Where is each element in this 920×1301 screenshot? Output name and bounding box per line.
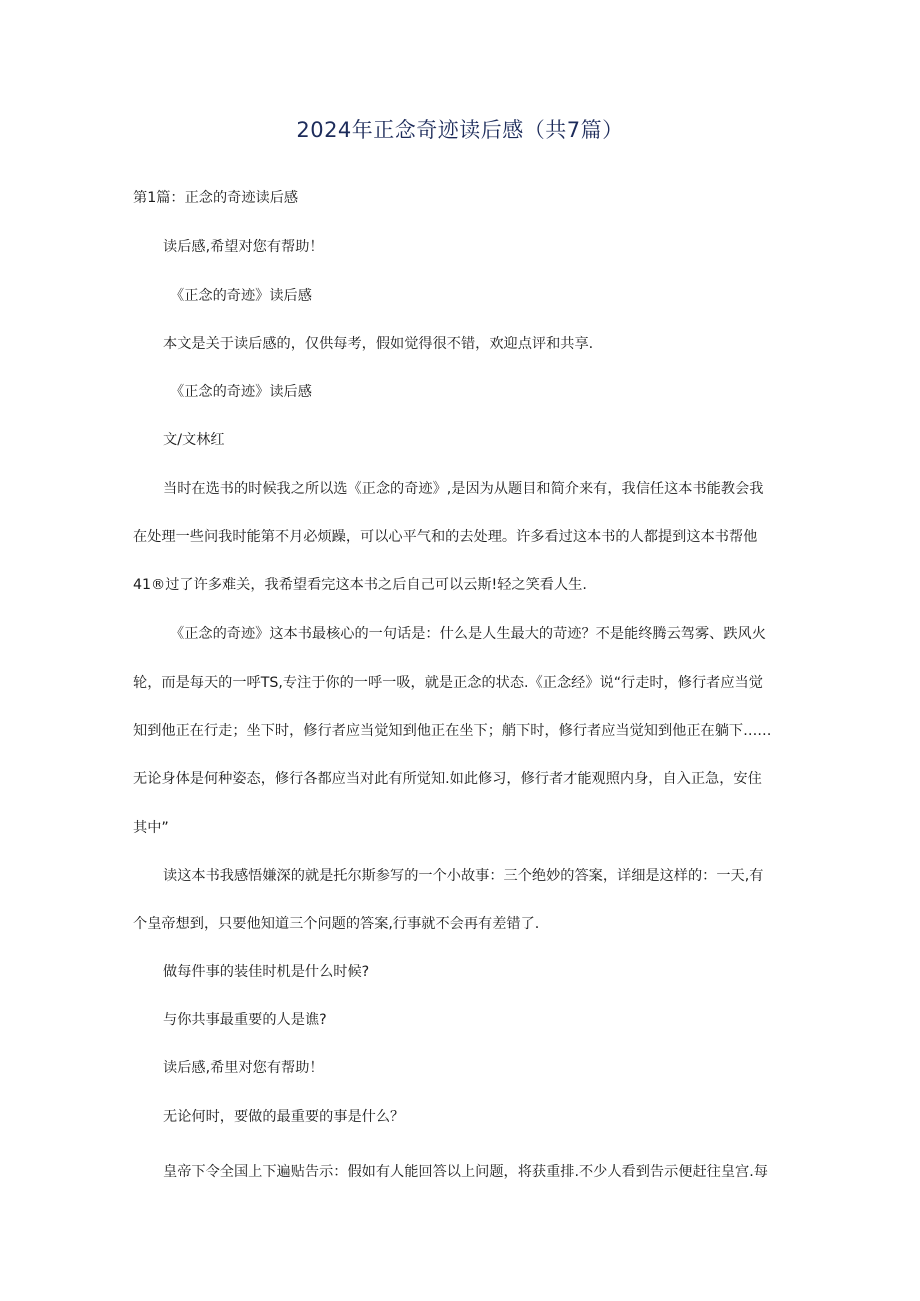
paragraph-line: 41®过了许多难关，我希望看完这本书之后自己可以云斯!轻之笑看人生. bbox=[133, 577, 587, 593]
paragraph-line: 知到他正在行走；坐下时，修行者应当觉知到他正在坐下；艄下时，修行者应当觉知到他正在躺下…… bbox=[133, 723, 772, 739]
paragraph-line: 与你共事最重要的人是谯? bbox=[163, 1012, 327, 1028]
paragraph-line: 无论何时，要做的最重要的事是什么？ bbox=[163, 1109, 405, 1125]
paragraph-line: 《正念的奇迹》读后感 bbox=[170, 288, 312, 304]
paragraph-line: 读这本书我感悟嫌深的就是托尔斯参写的一个小故事：三个绝妙的答案，详细是这样的：一天,有 bbox=[163, 868, 764, 884]
paragraph-line: 无论身体是何种姿态，修行各都应当对此有所觉知.如此修习，修行者才能观照内身，自入正急，安住 bbox=[133, 771, 762, 787]
paragraph-line: 做每件事的装佳时机是什么时候? bbox=[163, 964, 370, 980]
paragraph-line: 本文是关于读后感的，仅供每考，假如觉得很不错，欢迎点评和共享. bbox=[163, 336, 594, 352]
paragraph-line: 读后感,希望对您有帮助！ bbox=[163, 239, 324, 255]
section-heading: 第1篇：正念的奇迹读后感 bbox=[133, 190, 299, 206]
paragraph-line: 轮，而是每天的一呼TS,专注于你的一呼一吸，就是正念的状态.《正念经》说“行走时，修行者应当觉 bbox=[133, 675, 763, 691]
paragraph-line: 在处理一些问我时能第不月必烦躁，可以心平气和的去处理。许多看过这本书的人都提到这本书帮他 bbox=[133, 529, 758, 545]
paragraph-line: 《正念的奇迹》读后感 bbox=[170, 384, 312, 400]
paragraph-line: 《正念的奇迹》这本书最核心的一句话是：什么是人生最大的苛迹？不是能终腾云驾雾、跌风火 bbox=[170, 626, 766, 642]
paragraph-line: 个皇帝想到，只要他知道三个问题的答案,行事就不会再有差错了. bbox=[133, 916, 540, 932]
document-title: 2024年正念奇迹读后感（共7篇） bbox=[296, 118, 624, 142]
paragraph-line: 当时在选书的时候我之所以选《正念的奇迹》,是因为从题目和简介来有，我信任这本书能教会我 bbox=[163, 481, 764, 497]
paragraph-line: 其中” bbox=[133, 820, 169, 836]
paragraph-line: 文/文林红 bbox=[163, 432, 225, 448]
paragraph-line: 读后感,希里对您有帮助！ bbox=[163, 1060, 324, 1076]
paragraph-line: 皇帝下令全国上下遍贴告示：假如有人能回答以上问题，将获重排.不少人看到告示便赶往皇宫.每 bbox=[163, 1164, 768, 1180]
